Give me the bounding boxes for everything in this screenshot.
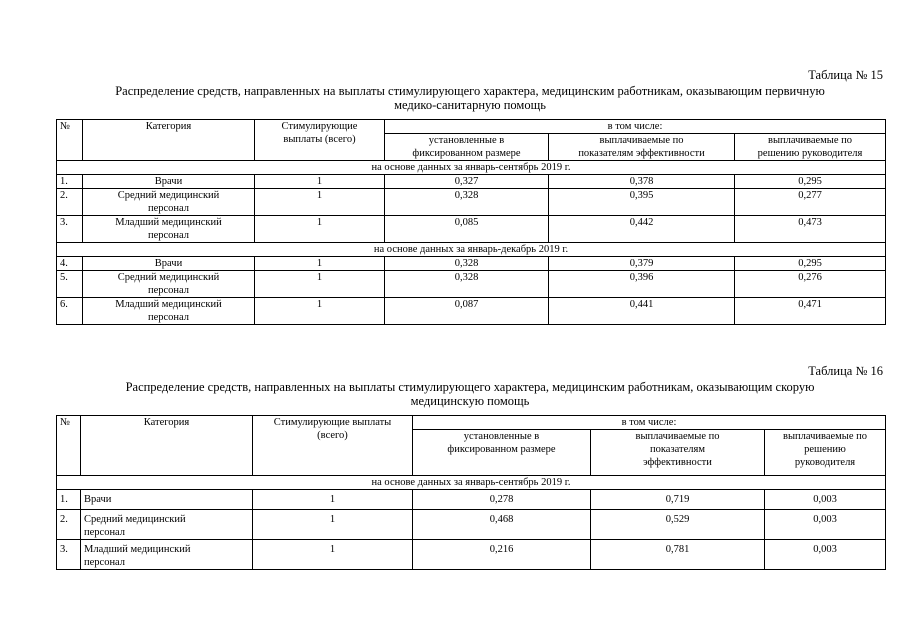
table-16-title-line-2: медицинскую помощь — [410, 394, 530, 408]
table-row — [57, 216, 886, 243]
row-category-line-2: персонал — [147, 230, 190, 241]
table-15 — [56, 119, 886, 325]
row-category-line-2: персонал — [147, 203, 190, 214]
header-no: № — [57, 416, 81, 476]
table-15-title — [40, 84, 900, 112]
row-category-line-1: Средний медицинский — [117, 272, 220, 283]
row-fixed: 0,327 — [385, 175, 549, 189]
section-jan-sep: на основе данных за январь-сентябрь 2019 г. — [57, 161, 886, 175]
table-15-number: Таблица № 15 — [808, 68, 883, 82]
table-row — [57, 189, 886, 216]
row-head-decision: 0,295 — [735, 175, 886, 189]
row-category-line-1: Средний медицинский — [84, 514, 186, 525]
row-category-line-1: Младший медицинский — [115, 299, 222, 310]
row-no: 2. — [57, 189, 83, 216]
row-fixed: 0,087 — [385, 298, 549, 325]
row-no: 3. — [57, 540, 81, 570]
row-no: 1. — [57, 490, 81, 510]
row-category — [83, 189, 255, 216]
row-efficiency: 0,719 — [591, 490, 765, 510]
row-efficiency: 0,442 — [549, 216, 735, 243]
row-head-decision: 0,277 — [735, 189, 886, 216]
row-total: 1 — [255, 257, 385, 271]
row-category-line-2: персонал — [84, 557, 126, 568]
row-fixed: 0,216 — [413, 540, 591, 570]
header-total-line-1: Стимулирующие — [281, 121, 358, 132]
row-efficiency: 0,379 — [549, 257, 735, 271]
row-fixed: 0,328 — [385, 257, 549, 271]
header-including: в том числе: — [413, 416, 886, 430]
row-head-decision: 0,003 — [765, 510, 886, 540]
row-no: 6. — [57, 298, 83, 325]
section-jan-dec: на основе данных за январь-декабрь 2019 г. — [57, 243, 886, 257]
row-category-line-1: Средний медицинский — [117, 190, 220, 201]
header-fixed — [385, 134, 549, 161]
row-efficiency: 0,395 — [549, 189, 735, 216]
table-row — [57, 298, 886, 325]
row-category — [83, 298, 255, 325]
header-efficiency — [591, 430, 765, 476]
table-row — [57, 490, 886, 510]
row-no: 1. — [57, 175, 83, 189]
row-efficiency: 0,396 — [549, 271, 735, 298]
row-head-decision: 0,003 — [765, 540, 886, 570]
row-category — [81, 510, 253, 540]
header-fixed-line-2: фиксированном размере — [447, 444, 556, 455]
header-fixed-line-1: установленные в — [428, 135, 505, 146]
row-fixed: 0,468 — [413, 510, 591, 540]
row-category-line-1: Младший медицинский — [84, 544, 191, 555]
row-total: 1 — [255, 189, 385, 216]
header-fixed — [413, 430, 591, 476]
header-head-decision-line-1: выплачиваемые по — [767, 135, 852, 146]
table-16 — [56, 415, 886, 570]
header-no: № — [57, 120, 83, 161]
header-fixed-line-2: фиксированном размере — [412, 148, 521, 159]
row-category-line-1: Младший медицинский — [115, 217, 222, 228]
row-no: 2. — [57, 510, 81, 540]
table-16-title — [40, 380, 900, 408]
row-total: 1 — [255, 216, 385, 243]
header-total-line-1: Стимулирующие выплаты — [273, 417, 392, 428]
row-head-decision: 0,003 — [765, 490, 886, 510]
row-no: 4. — [57, 257, 83, 271]
row-fixed: 0,085 — [385, 216, 549, 243]
row-head-decision: 0,471 — [735, 298, 886, 325]
row-category — [83, 271, 255, 298]
row-head-decision: 0,295 — [735, 257, 886, 271]
table-16-title-line-1: Распределение средств, направленных на выплаты стимулирующего характера, медицинским работникам, оказывающим скорую — [125, 380, 815, 394]
header-efficiency-line-2: показателям эффективности — [578, 148, 705, 159]
header-efficiency-line-1: выплачиваемые по — [635, 431, 720, 442]
row-efficiency: 0,781 — [591, 540, 765, 570]
header-efficiency-line-1: выплачиваемые по — [599, 135, 684, 146]
header-efficiency-line-3: эффективности — [643, 457, 712, 468]
row-total: 1 — [253, 540, 413, 570]
row-category-line-2: персонал — [84, 527, 126, 538]
table-15-title-line-2: медико-санитарную помощь — [394, 98, 546, 112]
header-head-decision-line-3: руководителя — [794, 457, 856, 468]
row-total: 1 — [255, 175, 385, 189]
header-total — [255, 120, 385, 161]
row-category — [81, 540, 253, 570]
table-row — [57, 175, 886, 189]
header-total-line-2: выплаты (всего) — [283, 134, 356, 145]
header-category: Категория — [83, 120, 255, 161]
header-fixed-line-1: установленные в — [463, 431, 540, 442]
header-head-decision — [765, 430, 886, 476]
header-category: Категория — [81, 416, 253, 476]
row-efficiency: 0,529 — [591, 510, 765, 540]
row-total: 1 — [253, 490, 413, 510]
row-efficiency: 0,441 — [549, 298, 735, 325]
table-15-title-line-1: Распределение средств, направленных на выплаты стимулирующего характера, медицинским работникам, оказывающим первичную — [115, 84, 825, 98]
row-category — [83, 216, 255, 243]
header-head-decision — [735, 134, 886, 161]
section-jan-sep: на основе данных за январь-сентябрь 2019 г. — [57, 476, 886, 490]
row-category: Врачи — [81, 490, 253, 510]
row-category: Врачи — [83, 175, 255, 189]
row-fixed: 0,328 — [385, 189, 549, 216]
table-row — [57, 510, 886, 540]
row-category-line-2: персонал — [147, 285, 190, 296]
row-no: 3. — [57, 216, 83, 243]
table-row — [57, 271, 886, 298]
header-total-line-2: (всего) — [317, 430, 348, 441]
row-total: 1 — [255, 271, 385, 298]
row-efficiency: 0,378 — [549, 175, 735, 189]
header-efficiency-line-2: показателям — [650, 444, 705, 455]
header-head-decision-line-2: решению руководителя — [757, 148, 863, 159]
row-total: 1 — [253, 510, 413, 540]
row-head-decision: 0,473 — [735, 216, 886, 243]
row-fixed: 0,328 — [385, 271, 549, 298]
row-head-decision: 0,276 — [735, 271, 886, 298]
header-total — [253, 416, 413, 476]
row-category-line-2: персонал — [147, 312, 190, 323]
table-row — [57, 257, 886, 271]
header-head-decision-line-2: решению — [804, 444, 846, 455]
row-no: 5. — [57, 271, 83, 298]
table-16-number: Таблица № 16 — [808, 364, 883, 378]
row-fixed: 0,278 — [413, 490, 591, 510]
row-category: Врачи — [83, 257, 255, 271]
row-total: 1 — [255, 298, 385, 325]
header-head-decision-line-1: выплачиваемые по — [782, 431, 867, 442]
header-including: в том числе: — [385, 120, 886, 134]
header-efficiency — [549, 134, 735, 161]
table-row — [57, 540, 886, 570]
